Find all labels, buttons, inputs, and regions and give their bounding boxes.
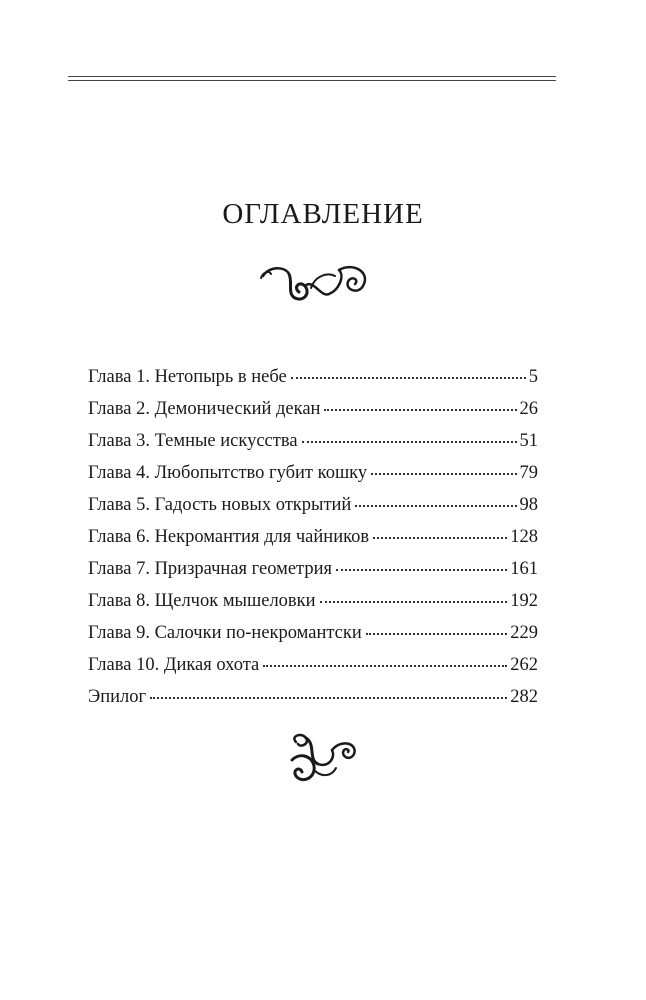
- toc-entry-page: 161: [510, 559, 538, 579]
- toc-entry-page: 5: [528, 367, 538, 387]
- toc-entry-page: 79: [519, 463, 538, 483]
- toc-entry-title: Глава 4. Любопытство губит кошку: [88, 463, 368, 483]
- dot-leader: [150, 684, 507, 703]
- toc-entry-page: 128: [510, 527, 538, 547]
- page-title: ОГЛАВЛЕНИЕ: [222, 198, 424, 230]
- toc-entry-title: Глава 10. Дикая охота: [88, 655, 260, 675]
- toc-entry[interactable]: [88, 521, 538, 553]
- toc-entry-title: Эпилог: [88, 687, 147, 707]
- toc-entry-title: Глава 8. Щелчок мышеловки: [88, 591, 316, 611]
- dot-leader: [373, 524, 507, 543]
- dot-leader: [336, 556, 507, 575]
- table-of-contents: [88, 361, 538, 713]
- toc-entry[interactable]: [88, 585, 538, 617]
- toc-entry[interactable]: [88, 553, 538, 585]
- toc-entry-page: 282: [510, 687, 538, 707]
- toc-entry-title: Глава 5. Гадость новых открытий: [88, 495, 352, 515]
- toc-entry[interactable]: [88, 681, 538, 713]
- toc-entry[interactable]: [88, 617, 538, 649]
- toc-entry-title: Глава 9. Салочки по-некромантски: [88, 623, 362, 643]
- toc-entry-page: 51: [519, 431, 538, 451]
- toc-entry-title: Глава 6. Некромантия для чайников: [88, 527, 370, 547]
- dot-leader: [291, 364, 526, 383]
- header-double-rule: [68, 76, 556, 81]
- toc-entry[interactable]: [88, 649, 538, 681]
- toc-entry[interactable]: [88, 361, 538, 393]
- dot-leader: [371, 460, 516, 479]
- toc-entry-page: 98: [519, 495, 538, 515]
- toc-entry-title: Глава 2. Демонический декан: [88, 399, 321, 419]
- toc-entry-title: Глава 3. Темные искусства: [88, 431, 298, 451]
- toc-entry-page: 192: [510, 591, 538, 611]
- dot-leader: [366, 620, 507, 639]
- toc-entry[interactable]: [88, 457, 538, 489]
- flourish-ornament-icon: [253, 258, 373, 306]
- dot-leader: [355, 492, 516, 511]
- toc-entry-page: 26: [519, 399, 538, 419]
- toc-entry[interactable]: [88, 489, 538, 521]
- toc-entry-title: Глава 7. Призрачная геометрия: [88, 559, 333, 579]
- toc-entry[interactable]: [88, 425, 538, 457]
- dot-leader: [302, 428, 517, 447]
- swirl-ornament-icon: [282, 730, 362, 790]
- toc-entry-page: 229: [510, 623, 538, 643]
- dot-leader: [263, 652, 507, 671]
- toc-entry-title: Глава 1. Нетопырь в небе: [88, 367, 287, 387]
- toc-entry[interactable]: [88, 393, 538, 425]
- dot-leader: [320, 588, 508, 607]
- dot-leader: [324, 396, 516, 415]
- toc-entry-page: 262: [510, 655, 538, 675]
